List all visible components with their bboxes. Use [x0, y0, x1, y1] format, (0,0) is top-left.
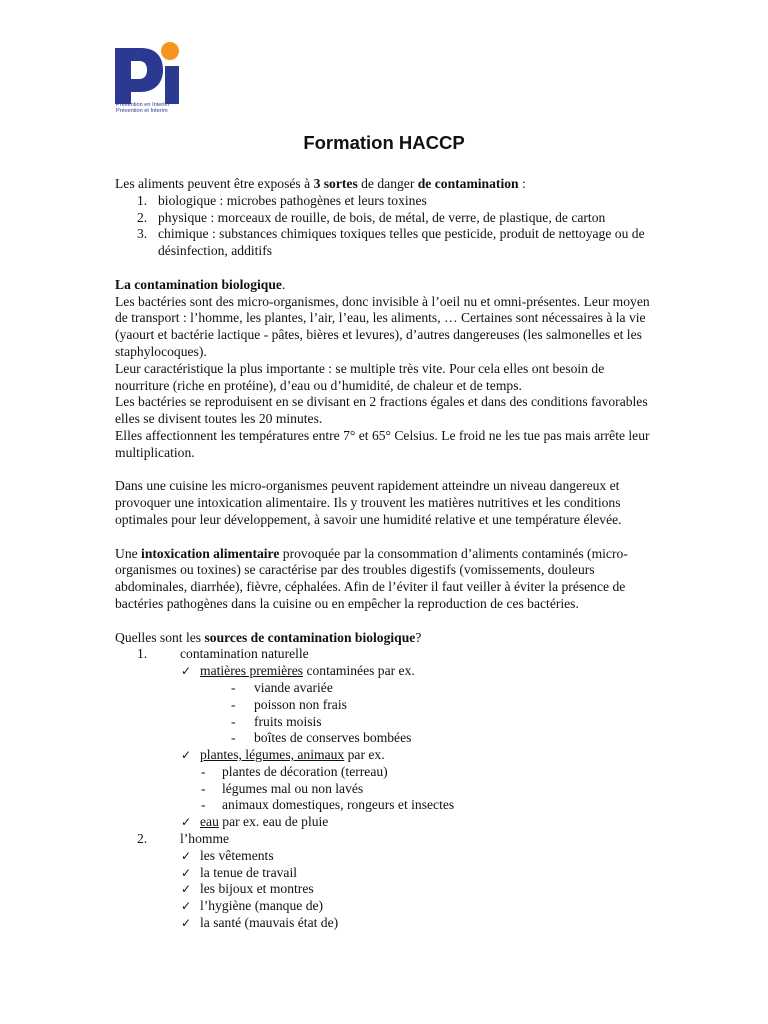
logo-orange-dot	[161, 42, 179, 60]
dash-item: - fruits moisis	[231, 713, 322, 729]
logo-letter-p	[115, 48, 163, 104]
dash-item: - animaux domestiques, rongeurs et insectes	[201, 797, 455, 813]
logo-tagline-2: Prévention et Interim	[116, 108, 168, 115]
bio-paragraph-3: Les bactéries se reproduisent en se divisant en 2 fractions égales et dans des conditions favorables elles se divisent toutes les 20 minutes.	[115, 394, 648, 427]
document-body	[115, 176, 660, 932]
check-item: ✓ plantes, légumes, animaux par ex.	[181, 747, 385, 763]
list-item: 2. physique : morceaux de rouille, de bois, de métal, de verre, de plastique, de carton	[137, 209, 606, 225]
bio-paragraph-2: Leur caractéristique la plus importante : se multiple très vite. Pour cela elles ont besoin de nourriture (riche en protéine), d’eau ou d’humidité, de chaleur et de temps.	[115, 360, 605, 393]
check-item: ✓ l’hygiène (manque de)	[181, 898, 324, 914]
kitchen-paragraph: Dans une cuisine les micro-organismes peuvent rapidement atteindre un niveau dangereux et provoquer une intoxication alimentaire. Ils y trouvent les matières nutritives et les conditions optimales pour leur développement, à savoir une humidité relative et une température élevée.	[115, 478, 622, 527]
logo-letter-i-stem	[165, 66, 179, 104]
check-icon: ✓	[181, 899, 192, 914]
dash-item: - viande avariée	[231, 679, 333, 695]
logo-tagline	[116, 102, 169, 115]
source-natural: 1. contamination naturelle	[137, 646, 309, 662]
dash-item: - plantes de décoration (terreau)	[201, 763, 388, 779]
check-item: ✓ la santé (mauvais état de)	[181, 915, 339, 931]
check-icon: ✓	[181, 664, 192, 679]
check-icon: ✓	[181, 848, 192, 863]
check-item: ✓ eau par ex. eau de pluie	[181, 814, 329, 830]
contamination-types-list	[115, 193, 660, 260]
list-item: 1. biologique : microbes pathogènes et leurs toxines	[137, 192, 427, 208]
bio-heading: La contamination biologique.	[115, 276, 286, 292]
check-icon: ✓	[181, 882, 192, 897]
dash-item: - boîtes de conserves bombées	[231, 730, 412, 746]
check-item: ✓ matières premières contaminées par ex.	[181, 663, 415, 679]
source-human: 2. l’homme	[137, 831, 230, 847]
dash-item: - poisson non frais	[231, 696, 347, 712]
check-icon: ✓	[181, 916, 192, 931]
bio-paragraph-4: Elles affectionnent les températures entre 7° et 65° Celsius. Le froid ne les tue pas mais arrête leur multiplication.	[115, 427, 650, 460]
check-icon: ✓	[181, 748, 192, 763]
page-title: Formation HACCP	[303, 132, 465, 153]
intro-paragraph: Les aliments peuvent être exposés à 3 sortes de danger de contamination :	[115, 176, 526, 191]
check-item: ✓ les bijoux et montres	[181, 881, 314, 897]
check-item: ✓ la tenue de travail	[181, 864, 297, 880]
sources-question: Quelles sont les sources de contamination biologique?	[115, 629, 422, 645]
logo-tagline-1: Prévention en Interim	[116, 102, 170, 108]
check-icon: ✓	[181, 815, 192, 830]
intox-paragraph: Une intoxication alimentaire provoquée par la consommation d’aliments contaminés (micro-organismes ou toxines) se caractérise par des troubles digestifs (vomissements, douleurs abdominales, diarrhée), fièvre, céphalées. Afin de l’éviter il faut veiller à éviter la présence de bactéries pathogènes dans la cuisine ou en empêcher la reproduction de ces bactéries.	[115, 545, 628, 611]
dash-item: - légumes mal ou non lavés	[201, 780, 364, 796]
bio-paragraph-1: Les bactéries sont des micro-organismes, donc invisible à l’oeil nu et omni-présentes. Leur moyen de transport : l’homme, les plantes, l’air, l’eau, les aliments, … Certaines sont nécessaires à la vie (yaourt et bactérie lactique - pâtes, bières et levures), d’autres dangereuses (les salmonelles et les staphylocoques).	[115, 293, 650, 359]
check-item: ✓ les vêtements	[181, 847, 274, 863]
check-icon: ✓	[181, 865, 192, 880]
list-item: 3. chimique : substances chimiques toxiques telles que pesticide, produit de nettoyage ou de désinfection, additifs	[137, 226, 645, 259]
